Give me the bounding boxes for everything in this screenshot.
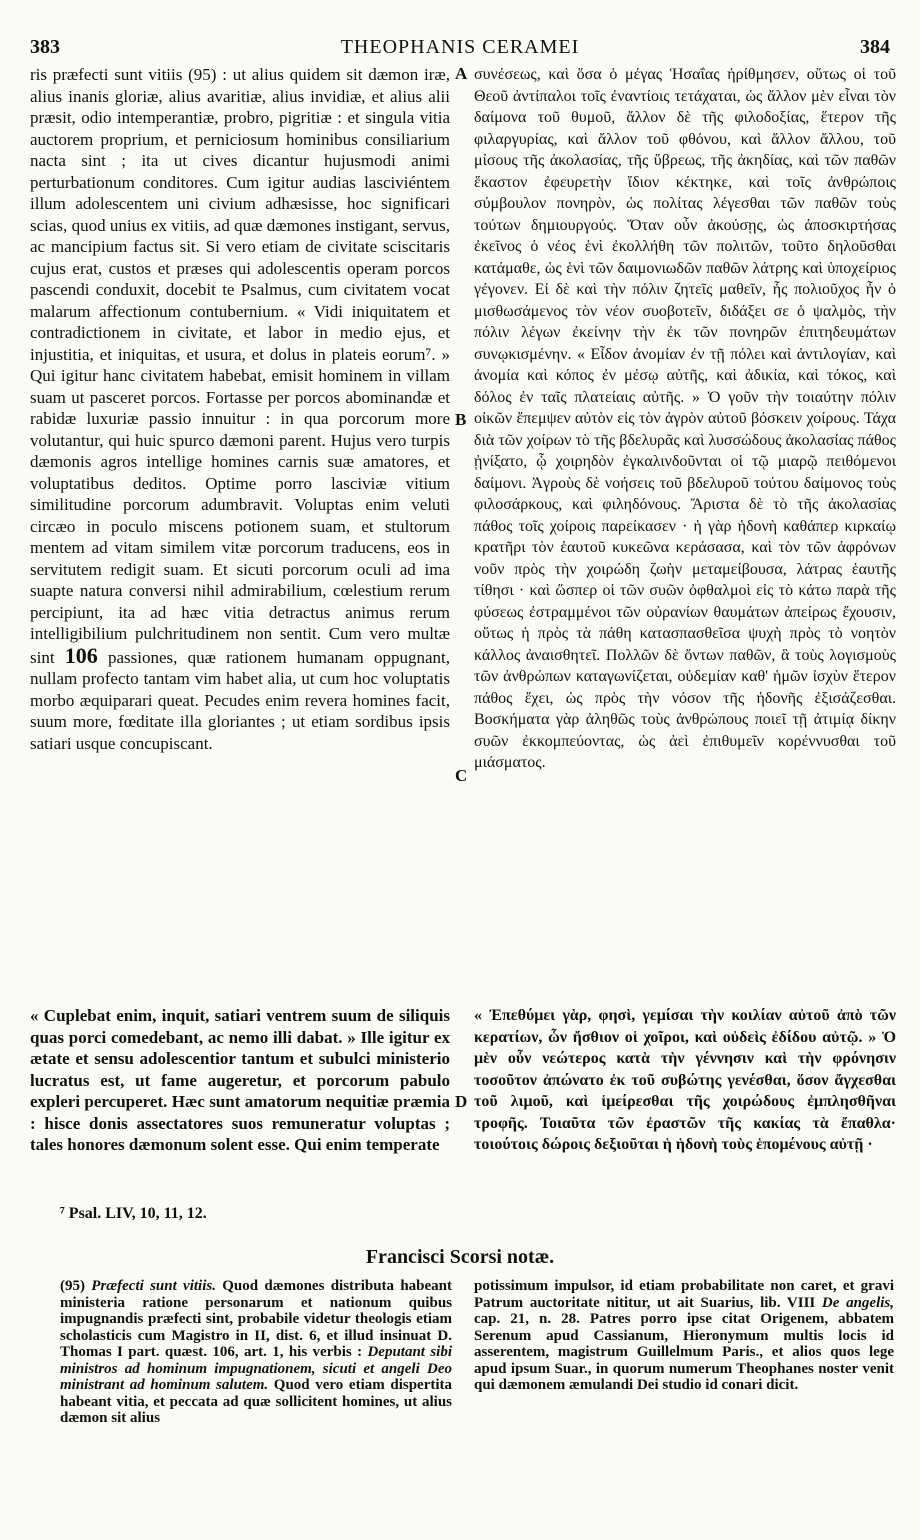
note-text-right-end: cap. 21, n. 28. Patres porro ipse citat Origenem, abbatem Serenum apud Cassianum, Hieronymum multis locis id asserentem, magistrum Guillelmum Paris., et alios quos lege apud ipsum Suar., in quorum numerum Theophanes noster venit qui dæmonem æmulandi Dei studio id conari dicit. bbox=[474, 1311, 894, 1393]
margin-mark-b: B bbox=[455, 410, 467, 429]
note-work-title: De angelis, bbox=[821, 1294, 894, 1311]
note-text: Quod dæmones distributa habeant ministeria ratione personarum et nationum quibus impugnandis præfecti sint, probabile videtur theologis etiam scholasticis cum Magistro in II, dist. 6, et illud insinuat D. Thomas I part. quæst. 106, art. 1, his verbis : bbox=[60, 1278, 453, 1360]
note-text-end: Quod vero etiam dispertita habeant vitia, et peccata ad quæ sollicitent homines, ut alius dæmon sit alius bbox=[60, 1377, 453, 1426]
note-left-column bbox=[60, 1278, 452, 1427]
greek-paragraph: συνέσεως, καὶ ὅσα ὁ μέγας Ἡσαΐας ἠρίθμησεν, οὕτως οἱ τοῦ Θεοῦ ἀντίπαλοι τοῖς ἐναντίοις τετάχαται, ὡς ἄλλον μὲν εἶναι τὸν δαίμονα τοῦ θυμοῦ, ἄλλον δὲ τῆς φιλοδοξίας, ἕτερον τῆς φιλαργυρίας, καὶ ἄλλον τοῦ φθόνου, καὶ ἄλλον ἄλλου, τοῦ μίσους τῆς ἀκολασίας, τῆς ὕβρεως, τῆς ἀκηδίας, καὶ τῶν παθῶν ἕκαστον ἐφευρετὴν ἴδιον κέκτηκε, καὶ τοῖς ἀνθρώποις σύμβουλον πονηρὸν, ὡς πολίτας λέγεσθαι τῶν παθῶν τοὺς τούτων δημιουργούς. Ὅταν οὖν ἀκούσῃς, ὡς ἀποσκιρτήσας ἐκεῖνος ὁ νέος ἑνὶ ἐκολλήθη τῶν πολιτῶν, τοῦτο δηλοῦσθαι κατάμαθε, ὡς ἑνὶ τῶν δαιμονιωδῶν παθῶν λάτρης καὶ ὑποχείριος γέγονεν. Εἰ δὲ καὶ τὴν πόλιν ζητεῖς μαθεῖν, ἧς πολιοῦχος ἦν ὁ μισθωσάμενος τὸν νέον συοβοτεῖν, διδάξει σε ὁ ψαλμὸς, τὴν πόλιν λέγων ἐκείνην τὴν ἐκ τῶν πονηρῶν ἐπιτηδευμάτων συνῳκισμένην. « Εἶδον ἀνομίαν ἐν τῇ πόλει καὶ ἀντιλογίαν, καὶ ἀνομία καὶ κόπος ἐν μέσῳ αὐτῆς, καὶ ἀδικία, καὶ τόκος, καὶ δόλος ἐν ταῖς πλατείαις αὐτῆς. » Ὁ γοῦν τὴν τοιαύτην πόλιν οἰκῶν ἔπεμψεν αὐτὸν εἰς τὸν ἀγρὸν αὐτοῦ βόσκειν χοίρους. Τάχα διὰ τῶν χοίρων τὸ τῆς βδελυρᾶς καὶ λυσσώδους ἀκολασίας πάθος ᾐνίξατο, ᾧ χοιρηδὸν ἐγκαλινδοῦνται οἱ τῷ μιαρῷ πειθόμενοι δαίμονι. Ἀγροὺς δὲ νοήσεις τοῦ βδελυροῦ τούτου δαίμονος τοὺς φιλοσάρκους, καὶ φιληδόνους. Ἄριστα δὲ τὸ τῆς ἀκολασίας πάθος τοῖς χοίροις παρείκασεν · ἡ γὰρ ἡδονὴ καθάπερ κιρκαίῳ κρατῆρι τὸν ἑαυτοῦ κυκεῶνα κεράσασα, καὶ τὸν τῶν ἀφρόνων νοῦν πρὸς τὴν χοιρώδη ζωὴν μεταμείβουσα, λάτρας ἑαυτῆς τίθησι · καὶ ὥσπερ οἱ τῶν συῶν ὀφθαλμοὶ εἰς τὸ κάτω παρὰ τῆς φύσεως ἐστραμμένοι τῶν οὐρανίων θαυμάτων ἀπείρως ἔχουσιν, οὕτως ἡ πρὸς τὰ πάθη κατασπασθεῖσα ψυχὴ πρὸς τὸ νοητὸν κάλλος ἀναισθητεῖ. Πολλῶν δὲ ὄντων παθῶν, ἃ τοὺς λογισμοὺς τῶν ἀνθρώπων καταγωνίζεται, οὐδεμίαν καθ' ἡμῶν ἰσχὺν ἕτερον πάθος ἔχει, ὡς πρὸς τὴν νόσον τῆς ἡδονῆς ἐξισάζεσθαι. Βοσκήματα γὰρ ἀληθῶς τοὺς ἀνθρώπους ποιεῖ τῇ ἀτιμίᾳ δίκην συῶν ἐκκομπεύοντας, ὡς ἀεὶ ἐπιθυμεῖν κορέννυσθαι τοῦ μιάσματος. bbox=[474, 66, 896, 771]
latin-text-end: passiones, quæ rationem humanam oppugnant, nullam profecto tantam vim habet alia, ut cum hoc voluptatis morbo æquiparari queat. Pecudes enim revera homines facit, suum more, fœditate illa gloriantes ; ut etiam sordibus ipsis satiari usque concupiscant. bbox=[30, 647, 450, 753]
latin-paragraph bbox=[30, 64, 450, 754]
note-right-column bbox=[474, 1278, 894, 1394]
notes-heading: Francisci Scorsi notæ. bbox=[365, 1246, 555, 1268]
running-title: THEOPHANIS CERAMEI bbox=[340, 36, 580, 58]
margin-mark-d: D bbox=[455, 1092, 468, 1111]
right-page-number: 384 bbox=[860, 36, 890, 58]
column-number: 106 bbox=[64, 642, 98, 668]
margin-mark-a: A bbox=[455, 64, 468, 83]
latin-column bbox=[30, 64, 450, 754]
note-number: (95) bbox=[60, 1278, 85, 1294]
note-quotation: Deputant sibi ministros ad hominum impugnationem, sicuti et angeli Deo ministrant ad hominum salutem. bbox=[60, 1344, 453, 1393]
margin-mark-c: C bbox=[455, 766, 468, 785]
latin-quote-paragraph: « Cuplebat enim, inquit, satiari ventrem suum de siliquis quas porci comedebant, ac nemo illi dabat. » Ille igitur ex ætate et sensu adolescentior tantum et subulci ministerio lucratus est, ut fame augeretur, et porcorum pabulo expleri percuperet. Hæc sunt amatorum nequitiæ præmia : hisce donis assectatores suos remuneratur voluptas ; tales honores dæmonum solent esse. Qui enim temperate bbox=[30, 1006, 450, 1154]
left-page-number: 383 bbox=[30, 36, 60, 58]
footnote: ⁷ Psal. LIV, 10, 11, 12. bbox=[60, 1205, 207, 1222]
note-lemma: Præfecti sunt vitiis. bbox=[91, 1278, 216, 1294]
page-header bbox=[30, 36, 890, 64]
greek-quote-paragraph: « Ἐπεθύμει γὰρ, φησὶ, γεμίσαι τὴν κοιλίαν αὐτοῦ ἀπὸ τῶν κερατίων, ὧν ἤσθιον οἱ χοῖροι, καὶ οὐδεὶς ἐδίδου αὐτῷ. » Ὁ μὲν οὖν νεώτερος κατὰ τὴν γέννησιν καὶ τὴν φρόνησιν τοσοῦτον ἀπώνατο ἐκ τοῦ συβώτης γενέσθαι, ὅσον ἄγχεσθαι τοῦ λιμοῦ, καὶ ἱμείρεσθαι τῆς χοιρώδους ἐμπλησθῆναι τροφῆς. Τοιαῦτα τῶν ἐραστῶν τῆς κακίας τὰ ἔπαθλα· τοιούτοις δώροις δεξιοῦται ἡ ἡδονὴ τοὺς ἑπομένους αὐτῇ · bbox=[474, 1007, 896, 1153]
note-text-right: potissimum impulsor, id etiam probabilitate non caret, et gravi Patrum auctoritate nititur, ut ait Suarius, lib. VIII bbox=[474, 1278, 894, 1311]
greek-column bbox=[474, 64, 896, 774]
latin-text: ris præfecti sunt vitiis (95) : ut alius quidem sit dæmon iræ, alius inanis gloriæ, alius avaritiæ, alius invidiæ, et alius alii præsit, odio intemperantiæ, probro, pigritiæ : et singula vitia auctorem proprium, et perniciosum hominibus consiliarium nacta sint ; ita ut cives dicantur hujusmodi animi perturbationum conditores. Cum igitur audias lasciviéntem illum adolescentem uni civium adhæsisse, hoc significari scias, quod unius ex vitiis, ad quæ dæmones instigant, servus, ac mancipium factus sit. Si vero etiam de civitate sciscitaris cujus erat, custos et præses qui adolescentis operam porcos pascendi conduxit, docebit te Psalmus, cum civitatem vocat malarum affectionum contubernium. « Vidi iniquitatem et contradictionem in civitate, et labor in medio ejus, et injustitia, et iniquitas, et usura, et dolus in plateis eorum⁷. » Qui igitur hanc civitatem habebat, emisit hominem in villam suam ut pasceret porcos. Fortasse per porcos abominandæ et rabidæ luxuriæ passio innuitur : in qua porcorum more volutantur, qui huic spurco dæmoni parent. Hujus vero turpis dæmonis agros intellige homines carnis suæ amatores, et voluptatibus deditos. Optime porro lasciviæ vitium similitudine porcorum adumbravit. Voluptas enim veluti circæo in poculo miscens potionem suam, et stultorum mentem ad vitam similem vitæ porcorum traducens, eos in servitutem redigit suam. Et sicuti porcorum oculi ad ima suapte natura conversi nihil admirabilium, cœlestium rerum percipiunt, ita ad hæc vitia detractus animus rerum intelligibilium pulchritudinem non sentit. Cum vero multæ sint bbox=[30, 65, 450, 667]
